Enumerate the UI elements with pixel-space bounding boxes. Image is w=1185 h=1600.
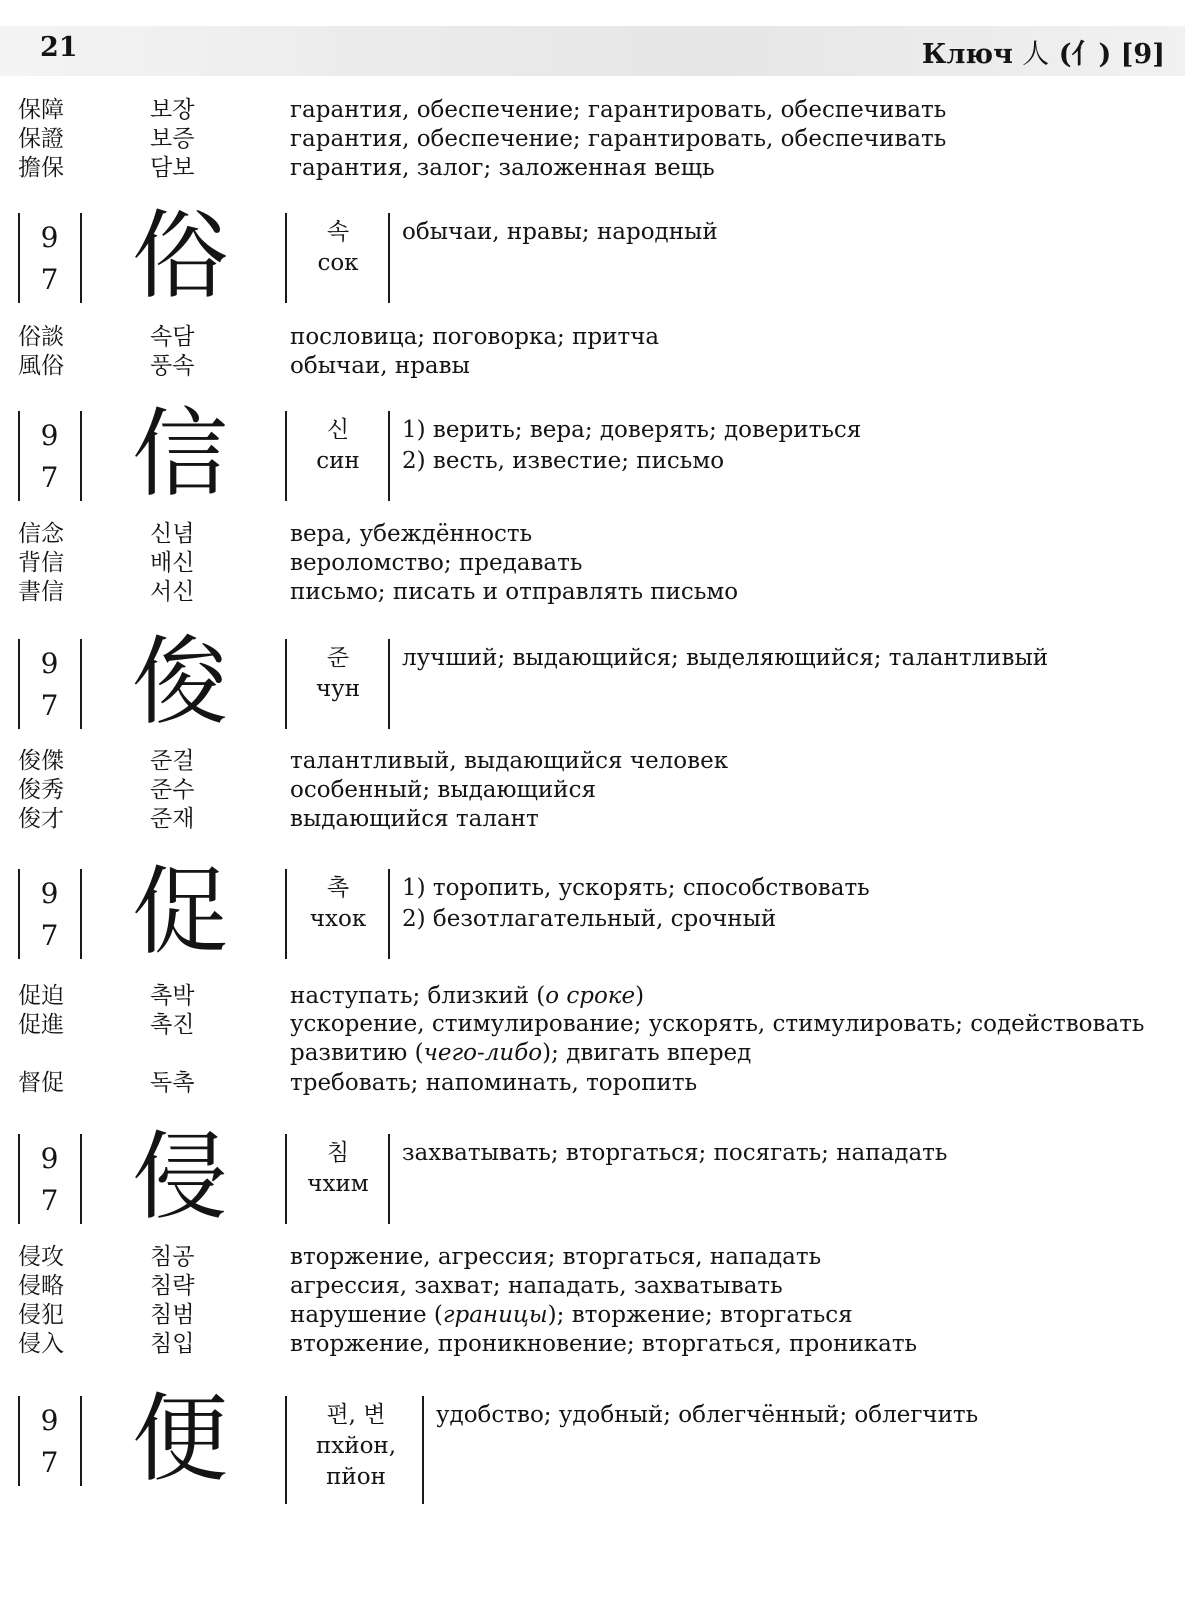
word-row xyxy=(0,1300,1185,1330)
character-entry-head xyxy=(0,398,1185,510)
head-character: 俊 xyxy=(132,626,228,738)
word-row xyxy=(0,519,1185,549)
word-hanja: 俊傑 xyxy=(18,748,64,774)
word-hanja: 擔保 xyxy=(18,155,64,181)
divider xyxy=(80,411,82,501)
character-entry-head xyxy=(0,626,1185,738)
divider xyxy=(285,411,287,501)
divider xyxy=(18,639,20,729)
sense-1: 1) торопить, ускорять; способствовать xyxy=(402,875,870,901)
stroke-count-extra: 7 xyxy=(40,919,59,952)
word-row xyxy=(0,548,1185,578)
running-title xyxy=(922,32,1165,71)
stroke-counts xyxy=(22,415,77,499)
readings xyxy=(288,643,388,705)
word-hanja: 保證 xyxy=(18,126,64,152)
word-row xyxy=(0,153,1185,183)
word-hangul: 준수 xyxy=(150,777,195,803)
word-hangul: 침략 xyxy=(150,1273,195,1299)
divider xyxy=(80,1396,82,1486)
reading-hangul: 준 xyxy=(326,645,350,671)
word-row xyxy=(0,804,1185,834)
word-hangul: 침입 xyxy=(150,1331,195,1357)
word-hanja: 背信 xyxy=(18,550,64,576)
stroke-count-total: 9 xyxy=(40,647,59,680)
word-hanja: 風俗 xyxy=(18,353,64,379)
divider xyxy=(388,869,390,959)
sense-2: 2) безотлагательный, срочный xyxy=(402,906,777,932)
word-hangul: 풍속 xyxy=(150,353,195,379)
stroke-counts xyxy=(22,1138,77,1222)
reading-cyrillic: чхок xyxy=(309,906,367,932)
word-meaning: письмо; писать и отправлять письмо xyxy=(290,579,739,605)
readings xyxy=(288,415,388,477)
readings xyxy=(288,873,388,935)
reading-hangul: 편, 변 xyxy=(326,1402,386,1428)
stroke-count-total: 9 xyxy=(40,221,59,254)
word-hanja: 促進 xyxy=(18,1012,64,1038)
word-meaning: требовать; напоминать, торопить xyxy=(290,1070,698,1096)
word-hangul: 촉진 xyxy=(150,1012,195,1038)
stroke-count-extra: 7 xyxy=(40,1184,59,1217)
stroke-count-extra: 7 xyxy=(40,263,59,296)
word-row xyxy=(0,1271,1185,1301)
stroke-counts xyxy=(22,1400,77,1484)
word-hanja: 俊才 xyxy=(18,806,64,832)
word-hangul: 침범 xyxy=(150,1302,195,1328)
meaning-text: ) xyxy=(635,983,645,1009)
character-entry-head xyxy=(0,200,1185,312)
readings xyxy=(288,1138,388,1200)
stroke-count-total: 9 xyxy=(40,1142,59,1175)
sense-1: 1) верить; вера; доверять; довериться xyxy=(402,417,862,443)
meaning-italic-note: о сроке xyxy=(545,983,636,1009)
reading-hangul: 침 xyxy=(326,1140,350,1166)
readings xyxy=(288,1400,424,1493)
word-row xyxy=(0,124,1185,154)
word-hanja: 侵攻 xyxy=(18,1244,64,1270)
word-hangul: 배신 xyxy=(150,550,195,576)
word-meaning: выдающийся талант xyxy=(290,806,539,832)
page-number: 21 xyxy=(40,32,78,63)
divider xyxy=(80,213,82,303)
stroke-counts xyxy=(22,217,77,301)
divider xyxy=(388,1134,390,1224)
word-row xyxy=(0,95,1185,125)
meaning-text: ); вторжение; вторгаться xyxy=(547,1302,853,1328)
meaning-text: наступать; близкий ( xyxy=(290,983,546,1009)
divider xyxy=(388,411,390,501)
running-title-stroke-count: [9] xyxy=(1120,39,1165,70)
senses xyxy=(436,1400,1165,1431)
word-meaning: вероломство; предавать xyxy=(290,550,583,576)
word-row xyxy=(0,1010,1185,1070)
divider xyxy=(285,1134,287,1224)
reading-cyrillic: син xyxy=(316,448,360,474)
character-entry-head xyxy=(0,1383,1185,1506)
word-hangul: 담보 xyxy=(150,155,195,181)
senses xyxy=(402,217,1165,248)
reading-cyrillic: сок xyxy=(317,250,359,276)
word-meaning xyxy=(290,981,1145,1011)
word-hangul: 속담 xyxy=(150,324,195,350)
senses xyxy=(402,643,1165,674)
word-hangul: 서신 xyxy=(150,579,195,605)
word-hanja: 保障 xyxy=(18,97,64,123)
word-hangul: 준재 xyxy=(150,806,195,832)
word-hanja: 信念 xyxy=(18,521,64,547)
running-title-key: Ключ xyxy=(921,39,1013,70)
word-hanja: 俊秀 xyxy=(18,777,64,803)
head-character: 促 xyxy=(132,856,228,968)
word-row xyxy=(0,1242,1185,1272)
word-meaning xyxy=(290,1300,1145,1330)
sense-1: удобство; удобный; облегчённый; облегчить xyxy=(436,1402,979,1428)
word-hanja: 書信 xyxy=(18,579,64,605)
reading-cyrillic: чхим xyxy=(307,1171,369,1197)
head-character: 信 xyxy=(132,398,228,510)
word-meaning: гарантия, залог; заложенная вещь xyxy=(290,155,715,181)
head-character: 侵 xyxy=(132,1121,228,1233)
character-entry-head xyxy=(0,1121,1185,1233)
reading-hangul: 신 xyxy=(326,417,350,443)
word-row xyxy=(0,1068,1185,1098)
running-title-radical-variant: (亻) xyxy=(1058,39,1112,70)
divider xyxy=(285,869,287,959)
word-meaning: вторжение, агрессия; вторгаться, нападать xyxy=(290,1244,822,1270)
word-hanja: 侵入 xyxy=(18,1331,64,1357)
divider xyxy=(285,1396,287,1504)
word-hangul: 침공 xyxy=(150,1244,195,1270)
stroke-counts xyxy=(22,873,77,957)
word-meaning: гарантия, обеспечение; гарантировать, обеспечивать xyxy=(290,97,947,123)
word-row xyxy=(0,746,1185,776)
word-hanja: 督促 xyxy=(18,1070,64,1096)
reading-hangul: 속 xyxy=(326,219,350,245)
readings xyxy=(288,217,388,279)
word-meaning: агрессия, захват; нападать, захватывать xyxy=(290,1273,783,1299)
character-entry-head xyxy=(0,856,1185,968)
stroke-count-extra: 7 xyxy=(40,689,59,722)
word-meaning xyxy=(290,1010,1145,1068)
word-meaning: талантливый, выдающийся человек xyxy=(290,748,729,774)
sense-1: обычаи, нравы; народный xyxy=(402,219,718,245)
meaning-text: ускорение, стимулирование; ускорять, стимулировать; содействовать развитию ( xyxy=(290,1011,1145,1066)
stroke-count-extra: 7 xyxy=(40,461,59,494)
word-meaning: пословица; поговорка; притча xyxy=(290,324,660,350)
word-hanja: 俗談 xyxy=(18,324,64,350)
reading-hangul: 촉 xyxy=(326,875,350,901)
word-row xyxy=(0,775,1185,805)
head-character: 便 xyxy=(132,1383,228,1495)
divider xyxy=(285,213,287,303)
divider xyxy=(18,411,20,501)
senses xyxy=(402,873,1165,935)
stroke-count-total: 9 xyxy=(40,419,59,452)
word-hangul: 보증 xyxy=(150,126,195,152)
word-hanja: 促迫 xyxy=(18,983,64,1009)
head-character: 俗 xyxy=(132,200,228,312)
word-hangul: 보장 xyxy=(150,97,195,123)
word-row xyxy=(0,322,1185,352)
word-row xyxy=(0,577,1185,607)
meaning-italic-note: чего-либо xyxy=(423,1040,543,1066)
word-meaning: вторжение, проникновение; вторгаться, проникать xyxy=(290,1331,918,1357)
reading-cyrillic-continued: пйон xyxy=(326,1464,386,1490)
word-meaning: вера, убеждённость xyxy=(290,521,533,547)
divider xyxy=(18,869,20,959)
divider xyxy=(80,1134,82,1224)
running-title-radical: 人 xyxy=(1022,39,1050,70)
divider xyxy=(18,1396,20,1486)
stroke-counts xyxy=(22,643,77,727)
senses xyxy=(402,1138,1165,1169)
word-hanja: 侵略 xyxy=(18,1273,64,1299)
reading-cyrillic: пхйон, xyxy=(315,1433,397,1459)
word-meaning: гарантия, обеспечение; гарантировать, обеспечивать xyxy=(290,126,947,152)
word-hangul: 신념 xyxy=(150,521,195,547)
meaning-italic-note: границы xyxy=(442,1302,548,1328)
divider xyxy=(388,639,390,729)
divider xyxy=(388,213,390,303)
reading-cyrillic: чун xyxy=(315,676,361,702)
divider xyxy=(80,639,82,729)
word-hangul: 독촉 xyxy=(150,1070,195,1096)
stroke-count-extra: 7 xyxy=(40,1446,59,1479)
word-row xyxy=(0,351,1185,381)
word-hangul: 촉박 xyxy=(150,983,195,1009)
stroke-count-total: 9 xyxy=(40,877,59,910)
divider xyxy=(422,1396,424,1504)
word-row xyxy=(0,1329,1185,1359)
meaning-text: ); двигать вперед xyxy=(542,1040,752,1066)
word-meaning: особенный; выдающийся xyxy=(290,777,596,803)
sense-1: лучший; выдающийся; выделяющийся; талантливый xyxy=(402,645,1049,671)
divider xyxy=(18,1134,20,1224)
divider xyxy=(18,213,20,303)
word-meaning: обычаи, нравы xyxy=(290,353,470,379)
word-hanja: 侵犯 xyxy=(18,1302,64,1328)
divider xyxy=(285,639,287,729)
word-row xyxy=(0,981,1185,1011)
sense-2: 2) весть, известие; письмо xyxy=(402,448,725,474)
divider xyxy=(80,869,82,959)
sense-1: захватывать; вторгаться; посягать; нападать xyxy=(402,1140,948,1166)
meaning-text: нарушение ( xyxy=(290,1302,443,1328)
stroke-count-total: 9 xyxy=(40,1404,59,1437)
senses xyxy=(402,415,1165,477)
word-hangul: 준걸 xyxy=(150,748,195,774)
